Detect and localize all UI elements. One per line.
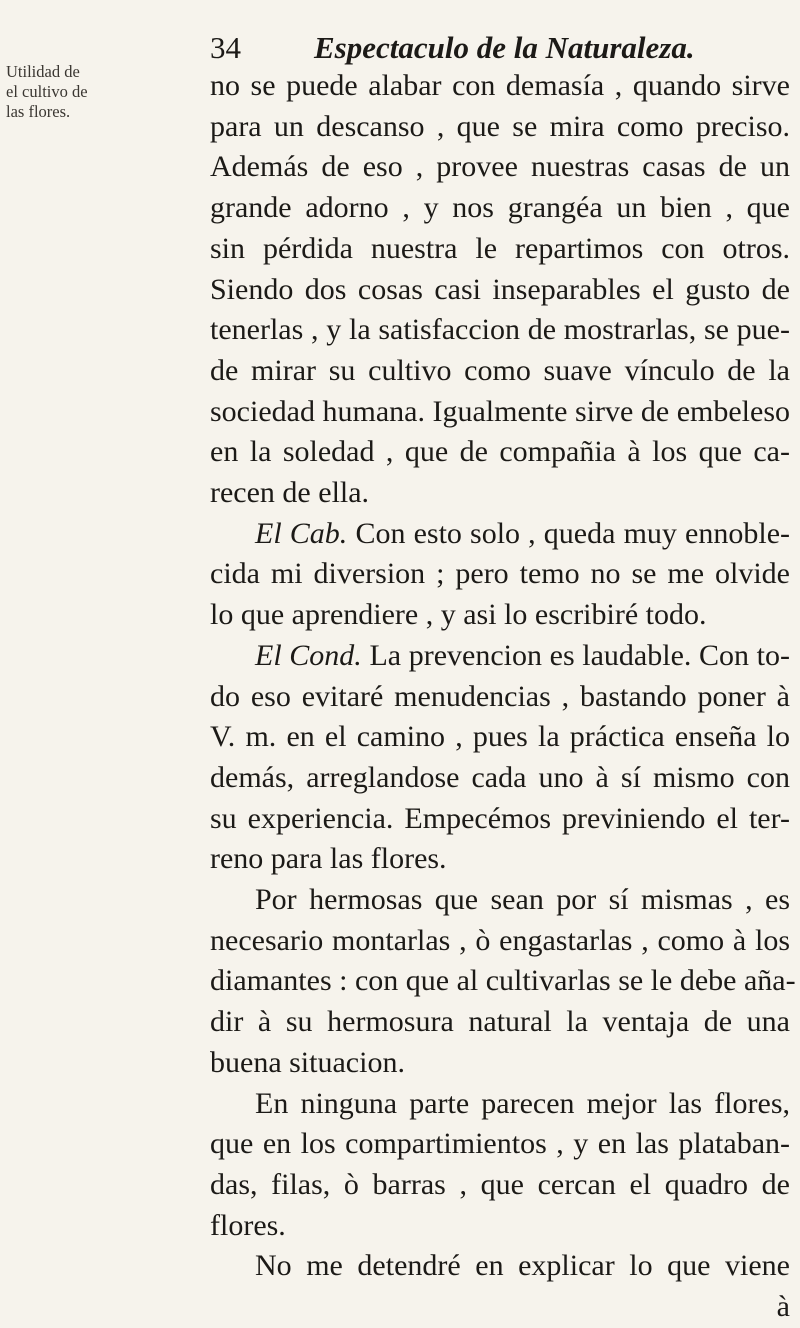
line-text: Además de eso , provee nuestras casas de un — [210, 150, 790, 184]
text-line — [210, 554, 790, 595]
line-text: cida mi diversion ; pero temo no se me olvide — [210, 557, 790, 591]
line-text: de mirar su cultivo como suave vínculo de la — [210, 353, 790, 387]
text-line — [210, 310, 790, 351]
line-text: grande adorno , y nos grangéa un bien , que — [210, 191, 790, 225]
text-line — [210, 961, 796, 1002]
text-line — [210, 1043, 790, 1084]
line-text: para un descanso , que se mira como preciso. — [210, 109, 790, 143]
text-line — [210, 1206, 790, 1247]
text-line — [210, 1165, 790, 1206]
text-line — [210, 107, 790, 148]
text-line — [210, 758, 790, 799]
body-text — [210, 66, 796, 1328]
page-number: 34 — [210, 30, 241, 65]
text-line — [210, 717, 790, 758]
line-text: à — [776, 1290, 790, 1324]
line-text: recen de ella. — [210, 476, 370, 510]
line-text: su experiencia. Empecémos previniendo el ter- — [210, 801, 790, 835]
line-text: En ninguna parte parecen mejor las flores, — [255, 1086, 790, 1120]
text-line — [210, 839, 790, 880]
text-line — [210, 1246, 790, 1287]
text-line — [210, 188, 790, 229]
line-text: Con esto solo , queda muy ennoble- — [347, 516, 790, 550]
text-line — [210, 1124, 790, 1165]
line-text: en la soledad , que de compañia à los que ca- — [210, 435, 790, 469]
text-line — [210, 147, 790, 188]
line-text: reno para las flores. — [210, 842, 447, 876]
line-text: V. m. en el camino , pues la práctica enseña lo — [210, 720, 790, 754]
text-line — [210, 1084, 790, 1125]
line-text: que en los compartimientos , y en las plataban- — [210, 1127, 790, 1161]
margin-note-line: el cultivo de — [6, 82, 88, 101]
line-text: sociedad humana. Igualmente sirve de embeleso — [210, 394, 790, 428]
text-line — [210, 432, 790, 473]
running-title: Espectaculo de la Naturaleza. — [314, 30, 695, 65]
line-text: do eso evitaré menudencias , bastando poner à — [210, 679, 790, 713]
text-line — [210, 799, 790, 840]
text-line — [210, 636, 790, 677]
line-text: sin pérdida nuestra le repartimos con otros. — [210, 231, 790, 265]
line-text: buena situacion. — [210, 1045, 405, 1079]
margin-note — [6, 62, 116, 122]
text-line — [210, 270, 790, 311]
line-text: tenerlas , y la satisfaccion de mostrarlas, se pue- — [210, 313, 790, 347]
text-line — [210, 595, 790, 636]
line-text: Por hermosas que sean por sí mismas , es — [255, 883, 790, 917]
text-line — [210, 921, 790, 962]
line-text: diamantes : con que al cultivarlas se le debe aña- — [210, 964, 796, 998]
text-line — [210, 66, 790, 107]
text-line — [210, 351, 790, 392]
line-text: La prevencion es laudable. Con to- — [361, 638, 790, 672]
text-line — [210, 473, 790, 514]
margin-note-line: las flores. — [6, 102, 71, 121]
text-line — [210, 1287, 790, 1328]
line-text: Siendo dos cosas casi inseparables el gusto de — [210, 272, 790, 306]
line-text: necesario montarlas , ò engastarlas , como à los — [210, 923, 790, 957]
text-line — [210, 880, 790, 921]
speaker-name: El Cond. — [255, 638, 362, 672]
text-line — [210, 514, 790, 555]
text-line — [210, 1002, 790, 1043]
text-line — [210, 392, 790, 433]
text-line — [210, 677, 790, 718]
speaker-name: El Cab. — [255, 516, 348, 550]
line-text: No me detendré en explicar lo que viene — [255, 1249, 790, 1283]
line-text: das, filas, ò barras , que cercan el quadro de — [210, 1167, 790, 1201]
line-text: lo que aprendiere , y asi lo escribiré todo. — [210, 598, 707, 632]
text-line — [210, 229, 790, 270]
line-text: flores. — [210, 1208, 286, 1242]
line-text: demás, arreglandose cada uno à sí mismo con — [210, 760, 790, 794]
line-text: dir à su hermosura natural la ventaja de una — [210, 1005, 790, 1039]
line-text: no se puede alabar con demasía , quando sirve — [210, 69, 790, 102]
margin-note-line: Utilidad de — [6, 62, 80, 81]
